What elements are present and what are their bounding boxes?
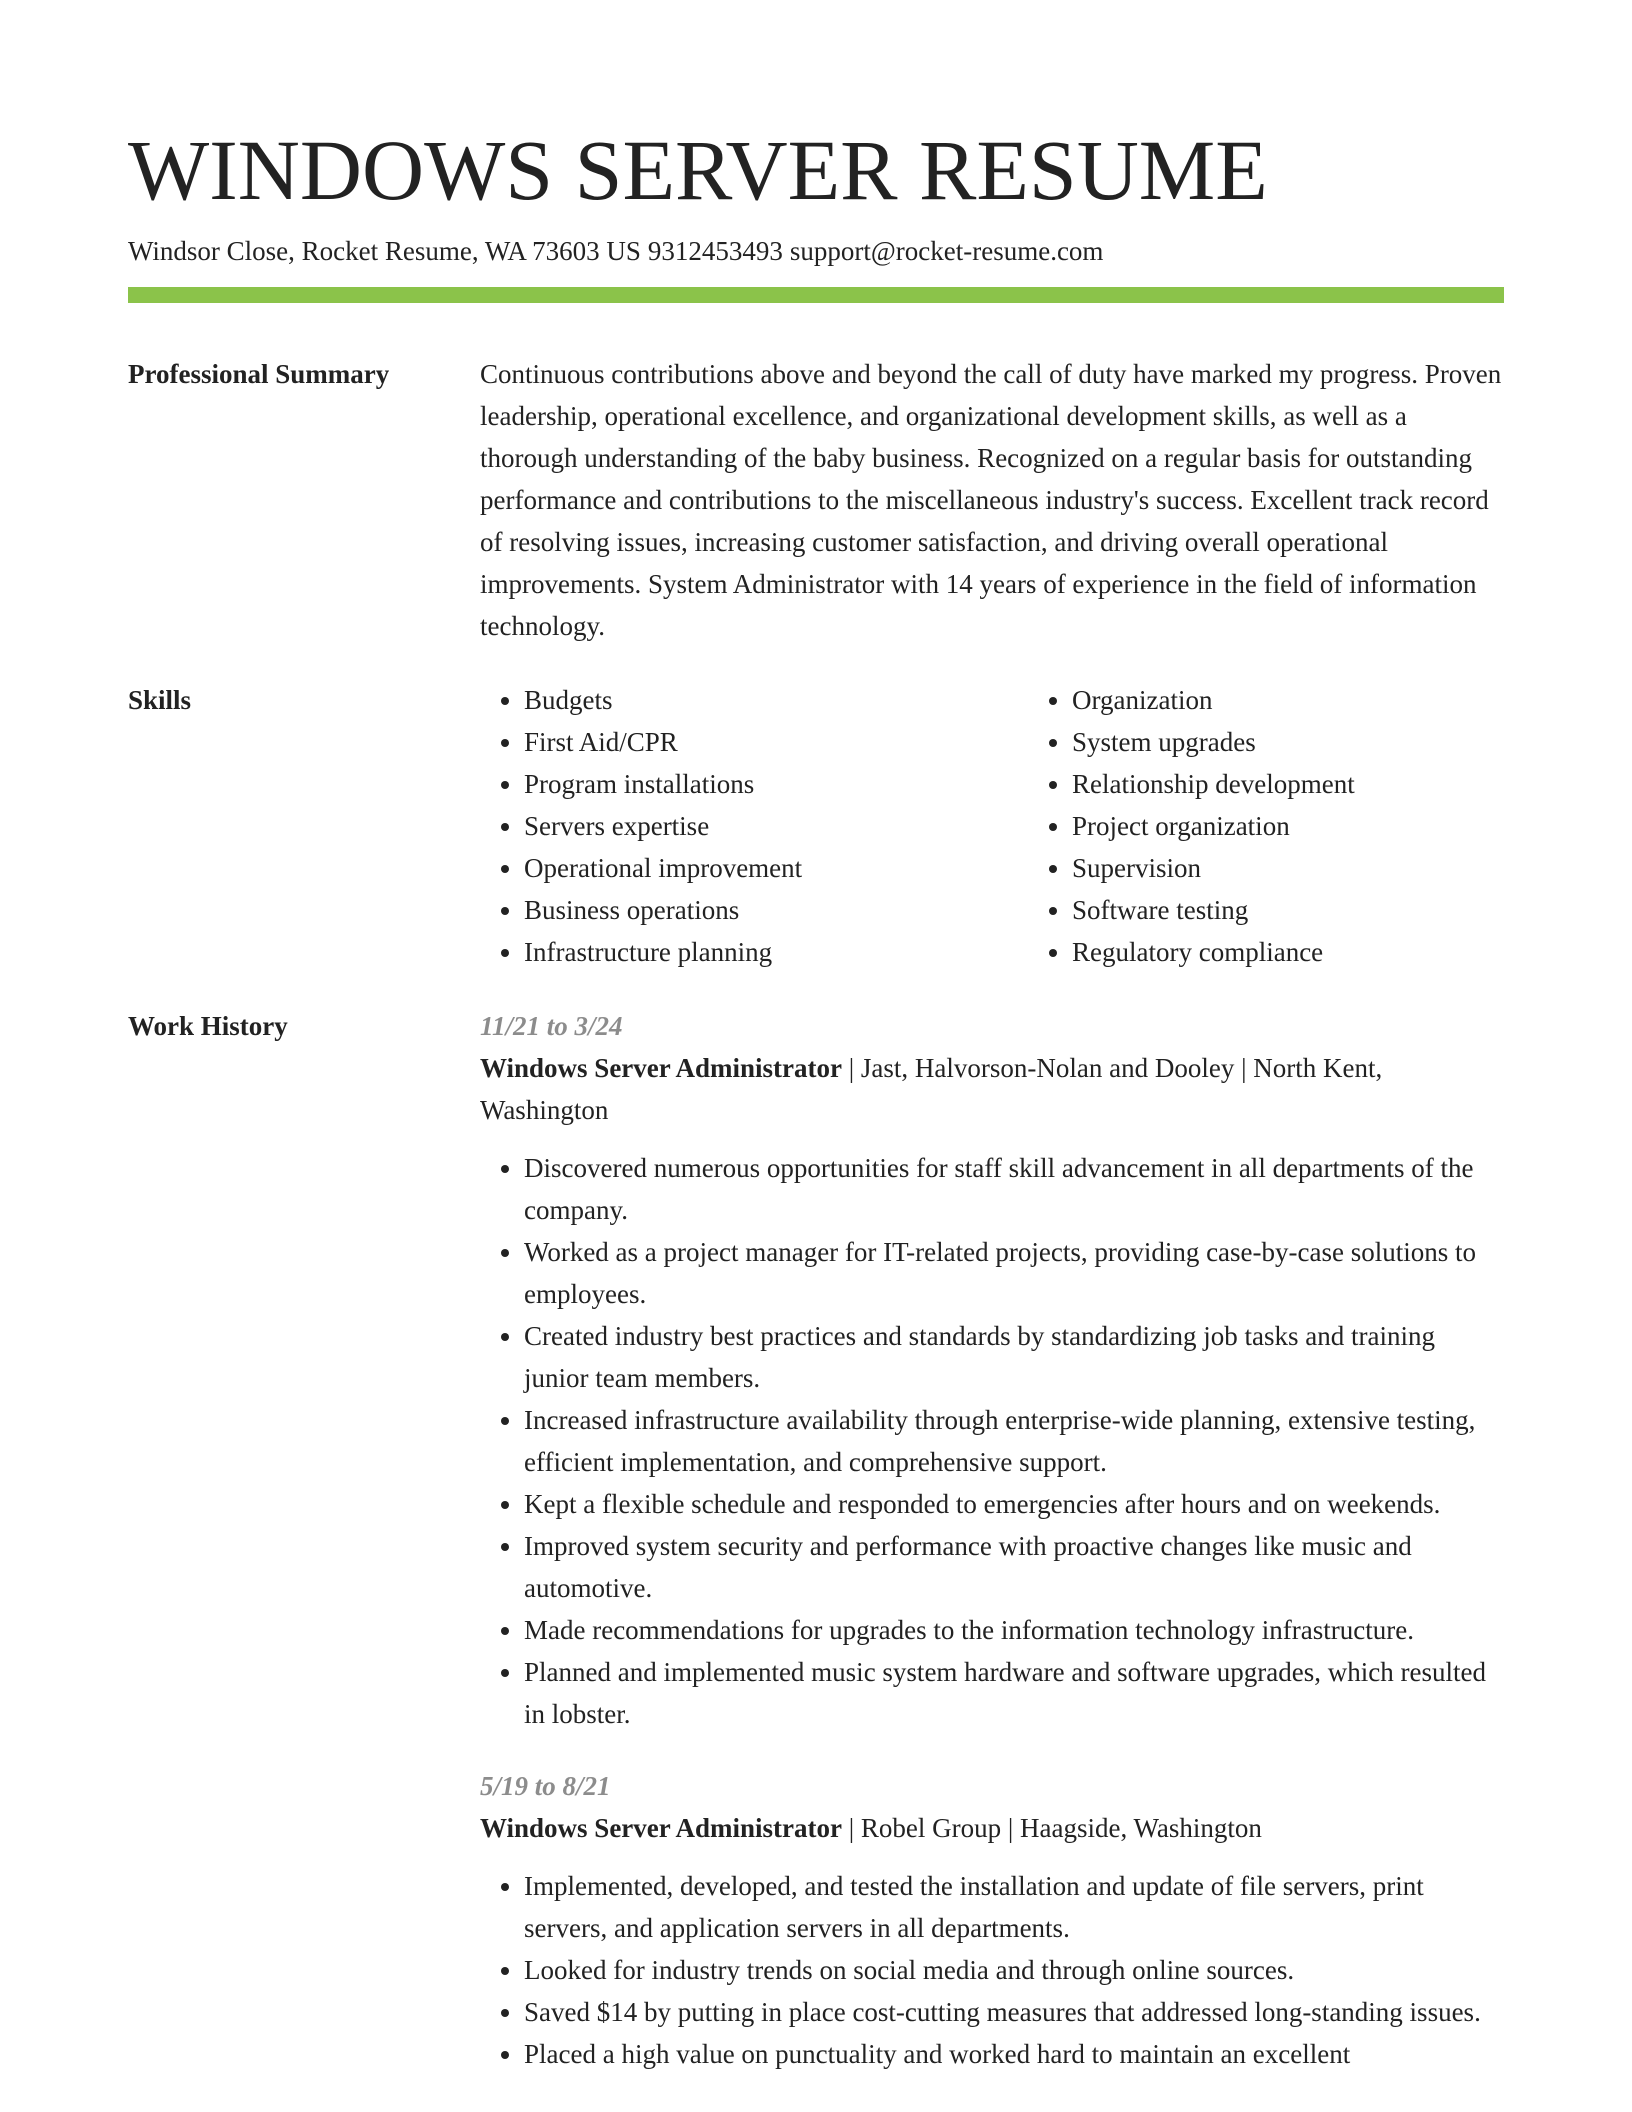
- job-bullet: • Worked as a project manager for IT-related projects, providing case-by-case solutions to employees.: [524, 1231, 1504, 1315]
- skills-list-right: [1028, 679, 1576, 973]
- skill-item: • Budgets: [524, 679, 1028, 721]
- section-professional-summary: [128, 353, 1504, 647]
- section-skills: [128, 679, 1504, 973]
- job-bullet: • Placed a high value on punctuality and worked hard to maintain an excellent: [524, 2033, 1504, 2075]
- job-dates: 11/21 to 3/24: [480, 1011, 623, 1041]
- contact-address: Windsor Close, Rocket Resume, WA 73603 US: [128, 236, 641, 266]
- job-bullet: • Made recommendations for upgrades to the information technology infrastructure.: [524, 1609, 1504, 1651]
- job-details: | Jast, Halvorson-Nolan and Dooley | North Kent, Washington: [480, 1053, 1383, 1125]
- job-details: | Robel Group | Haagside, Washington: [842, 1813, 1262, 1843]
- skill-item: • Supervision: [1072, 847, 1576, 889]
- job-heading: [480, 1807, 1504, 1849]
- work-history-body: [480, 1005, 1504, 2075]
- contact-line: [128, 234, 1504, 268]
- skill-item: • Operational improvement: [524, 847, 1028, 889]
- summary-text: Continuous contributions above and beyond the call of duty have marked my progress. Proven leadership, operational excellence, and organizational development skills, as well as a thorough understanding of the baby business. Recognized on a regular basis for outstanding performance and contributions to the miscellaneous industry's success. Excellent track record of resolving issues, increasing customer satisfaction, and driving overall operational improvements. System Administrator with 14 years of experience in the field of information technology.: [480, 359, 1502, 641]
- job-entry: [480, 1765, 1504, 2075]
- job-dates: 5/19 to 8/21: [480, 1771, 611, 1801]
- job-bullets: [480, 1147, 1504, 1735]
- accent-divider: [128, 287, 1504, 303]
- skill-item: • Software testing: [1072, 889, 1576, 931]
- job-bullet: • Implemented, developed, and tested the installation and update of file servers, print servers, and application servers in all departments.: [524, 1865, 1504, 1949]
- skill-item: • First Aid/CPR: [524, 721, 1028, 763]
- section-label-summary: Professional Summary: [128, 359, 390, 389]
- skills-body: [480, 679, 1576, 973]
- skill-item: • Business operations: [524, 889, 1028, 931]
- job-bullet: • Kept a flexible schedule and responded to emergencies after hours and on weekends.: [524, 1483, 1504, 1525]
- section-work-history: [128, 1005, 1504, 2075]
- job-bullet: • Created industry best practices and standards by standardizing job tasks and training junior team members.: [524, 1315, 1504, 1399]
- job-bullet: • Improved system security and performance with proactive changes like music and automotive.: [524, 1525, 1504, 1609]
- contact-phone: 9312453493: [647, 236, 783, 266]
- job-entry: [480, 1005, 1504, 1735]
- job-bullet: • Saved $14 by putting in place cost-cutting measures that addressed long-standing issues.: [524, 1991, 1504, 2033]
- skills-columns: [480, 679, 1576, 973]
- skills-list-left: [480, 679, 1028, 973]
- job-heading: [480, 1047, 1504, 1131]
- skill-item: • Project organization: [1072, 805, 1576, 847]
- skill-item: • System upgrades: [1072, 721, 1576, 763]
- job-bullets: [480, 1865, 1504, 2075]
- skill-item: • Organization: [1072, 679, 1576, 721]
- skill-item: • Regulatory compliance: [1072, 931, 1576, 973]
- section-label-work-history: Work History: [128, 1011, 288, 1041]
- skill-item: • Infrastructure planning: [524, 931, 1028, 973]
- job-bullet: • Looked for industry trends on social media and through online sources.: [524, 1949, 1504, 1991]
- contact-email: support@rocket-resume.com: [789, 236, 1104, 266]
- skill-item: • Servers expertise: [524, 805, 1028, 847]
- section-label-skills: Skills: [128, 685, 192, 715]
- job-title: Windows Server Administrator: [480, 1813, 843, 1843]
- job-bullet: • Planned and implemented music system hardware and software upgrades, which resulted in lobster.: [524, 1651, 1504, 1735]
- resume-page: [128, 0, 1504, 2075]
- skill-item: • Program installations: [524, 763, 1028, 805]
- job-title: Windows Server Administrator: [480, 1053, 843, 1083]
- skill-item: • Relationship development: [1072, 763, 1576, 805]
- job-bullet: • Increased infrastructure availability through enterprise-wide planning, extensive testing, efficient implementation, and comprehensive support.: [524, 1399, 1504, 1483]
- resume-title: WINDOWS SERVER RESUME: [128, 122, 1268, 218]
- job-bullet: • Discovered numerous opportunities for staff skill advancement in all departments of the company.: [524, 1147, 1504, 1231]
